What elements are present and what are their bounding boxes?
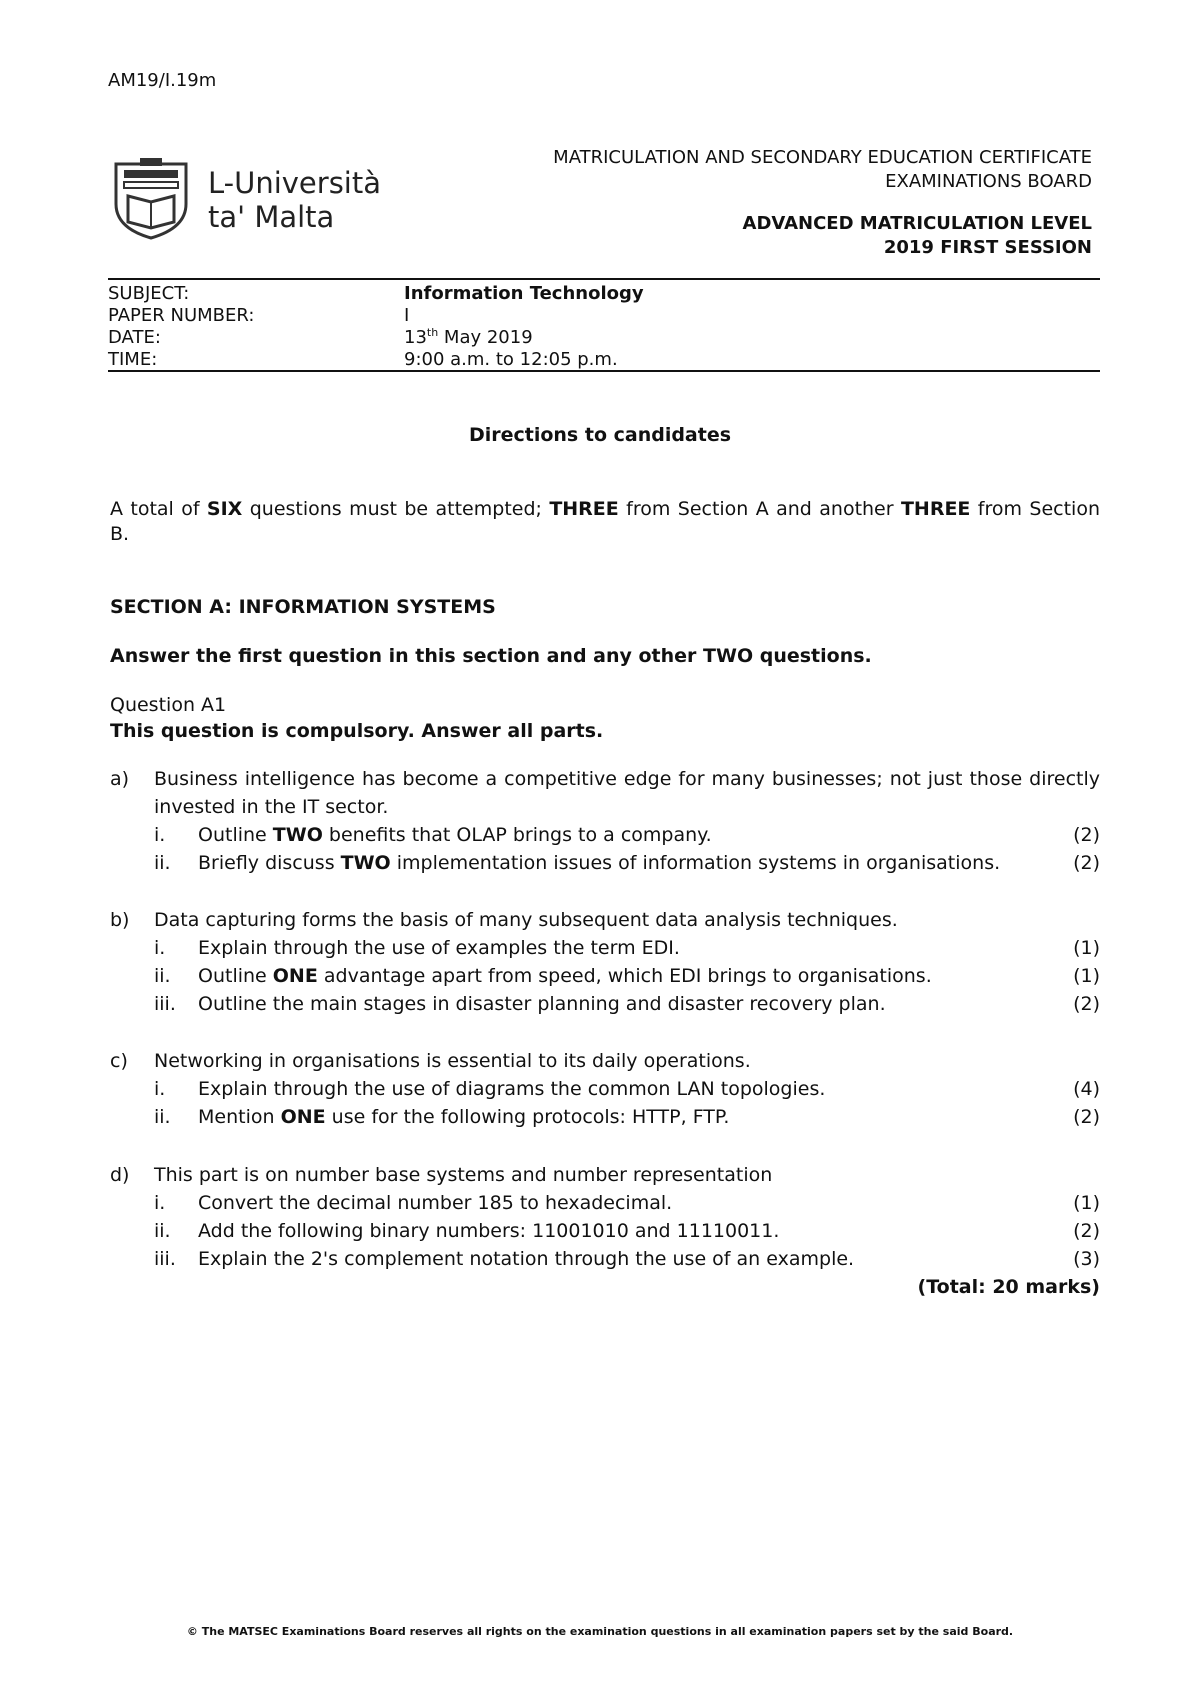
part-c-i: [154, 1075, 1100, 1103]
part-b-i-marks: (1): [1073, 937, 1100, 959]
part-d-label: d): [110, 1164, 130, 1186]
part-a-i-pre: Outline: [198, 824, 273, 846]
part-a-ii-number: ii.: [154, 852, 171, 874]
part-d-iii-marks: (3): [1073, 1248, 1100, 1270]
part-c-i-number: i.: [154, 1078, 166, 1100]
time-value: 9:00 a.m. to 12:05 p.m.: [404, 349, 618, 370]
part-a-i: [154, 821, 1100, 849]
part-d-iii-text: Explain the 2's complement notation through the use of an example.: [198, 1248, 855, 1270]
part-b-ii-text: [198, 962, 1060, 990]
part-b-iii: [154, 990, 1100, 1018]
part-d-i-number: i.: [154, 1192, 166, 1214]
subject-label: SUBJECT:: [108, 283, 190, 304]
level-line2: 2019 FIRST SESSION: [883, 237, 1092, 258]
intro-part2: questions must be attempted;: [242, 498, 550, 520]
part-d-iii-number: iii.: [154, 1248, 176, 1270]
part-a-i-bold: TWO: [272, 824, 323, 846]
part-b-label: b): [110, 909, 130, 931]
date-rest: May 2019: [438, 327, 533, 348]
part-c-i-marks: (4): [1073, 1078, 1100, 1100]
part-b-i: [154, 934, 1100, 962]
question-label: Question A1: [110, 694, 227, 716]
part-a-ii-post: implementation issues of information systems in organisations.: [390, 852, 1001, 874]
part-a-label: a): [110, 768, 130, 790]
part-a-ii-pre: Briefly discuss: [198, 852, 341, 874]
date-value: [404, 327, 533, 349]
date-row: [108, 327, 1100, 349]
part-d: [110, 1161, 1100, 1273]
part-b-ii-bold: ONE: [272, 965, 318, 987]
intro-part1: A total of: [110, 498, 207, 520]
part-b-iii-marks: (2): [1073, 993, 1100, 1015]
part-a-i-post: benefits that OLAP brings to a company.: [322, 824, 712, 846]
university-name: [208, 166, 381, 234]
date-day: 13: [404, 327, 427, 348]
time-row: [108, 349, 1100, 371]
bottom-divider: [108, 370, 1100, 372]
part-b-iii-number: iii.: [154, 993, 176, 1015]
paper-label: PAPER NUMBER:: [108, 305, 255, 326]
part-a-ii-bold: TWO: [340, 852, 391, 874]
total-marks: (Total: 20 marks): [917, 1276, 1100, 1298]
intro-three-1: THREE: [549, 498, 619, 520]
part-d-stem: This part is on number base systems and number representation: [154, 1164, 773, 1186]
paper-value: I: [404, 305, 410, 326]
part-d-i-text: Convert the decimal number 185 to hexadecimal.: [198, 1192, 673, 1214]
exam-level: [743, 212, 1092, 260]
part-c-i-text: Explain through the use of diagrams the common LAN topologies.: [198, 1078, 826, 1100]
part-a-i-marks: (2): [1073, 824, 1100, 846]
copyright-footer: © The MATSEC Examinations Board reserves all rights on the examination questions in all examination papers set by the said Board.: [186, 1625, 1014, 1638]
compulsory-note: This question is compulsory. Answer all parts.: [110, 720, 604, 742]
part-a-i-number: i.: [154, 824, 166, 846]
part-b-i-text: Explain through the use of examples the term EDI.: [198, 937, 680, 959]
part-b: [110, 906, 1100, 1018]
part-d-iii: [154, 1245, 1100, 1273]
part-c-ii-bold: ONE: [280, 1106, 326, 1128]
board-line2: EXAMINATIONS BOARD: [885, 171, 1092, 192]
part-d-ii: [154, 1217, 1100, 1245]
directions-text: [110, 497, 1100, 547]
part-b-i-number: i.: [154, 937, 166, 959]
paper-row: [108, 305, 1100, 327]
part-d-ii-marks: (2): [1073, 1220, 1100, 1242]
part-c-ii-text: [198, 1103, 1060, 1131]
intro-three-2: THREE: [900, 498, 971, 520]
part-b-ii: [154, 962, 1100, 990]
part-a-i-text: [198, 821, 1060, 849]
intro-part4: from Section B.: [110, 498, 1100, 545]
board-line1: MATRICULATION AND SECONDARY EDUCATION CERTIFICATE: [553, 147, 1092, 168]
part-a-stem: Business intelligence has become a competitive edge for many businesses; not just those directly invested in the IT sector.: [154, 768, 1100, 818]
top-divider: [108, 278, 1100, 280]
time-label: TIME:: [108, 349, 158, 370]
subject-value: Information Technology: [404, 283, 644, 304]
paper-code: AM19/I.19m: [108, 70, 217, 91]
section-a-title: SECTION A: INFORMATION SYSTEMS: [110, 596, 496, 618]
date-label: DATE:: [108, 327, 161, 348]
part-d-i: [154, 1189, 1100, 1217]
intro-six: SIX: [206, 498, 243, 520]
part-b-ii-pre: Outline: [198, 965, 273, 987]
part-a-ii-text: [198, 849, 1060, 877]
university-name-line1: L-Università: [208, 166, 382, 200]
part-a-ii-marks: (2): [1073, 852, 1100, 874]
part-c-ii-pre: Mention: [198, 1106, 281, 1128]
part-b-ii-post: advantage apart from speed, which EDI brings to organisations.: [317, 965, 932, 987]
part-b-stem: Data capturing forms the basis of many subsequent data analysis techniques.: [154, 909, 898, 931]
part-c-ii-post: use for the following protocols: HTTP, FTP.: [325, 1106, 730, 1128]
intro-part3: from Section A and another: [618, 498, 901, 520]
directions-title: Directions to candidates: [468, 424, 732, 446]
university-crest-icon: [110, 156, 192, 242]
part-c-stem: Networking in organisations is essential to its daily operations.: [154, 1050, 751, 1072]
university-name-line2: ta' Malta: [208, 200, 335, 234]
part-c-ii-marks: (2): [1073, 1106, 1100, 1128]
part-d-i-marks: (1): [1073, 1192, 1100, 1214]
date-suffix: th: [426, 326, 439, 339]
part-c-ii: [154, 1103, 1100, 1131]
part-a-ii: [154, 849, 1100, 877]
part-a: [110, 765, 1100, 877]
part-c-label: c): [110, 1050, 128, 1072]
part-d-ii-number: ii.: [154, 1220, 171, 1242]
part-d-ii-text: Add the following binary numbers: 11001010 and 11110011.: [198, 1220, 780, 1242]
section-a-instruction: Answer the first question in this section and any other TWO questions.: [110, 645, 872, 667]
part-b-ii-marks: (1): [1073, 965, 1100, 987]
part-c: [110, 1047, 1100, 1131]
board-name: [553, 146, 1092, 194]
level-line1: ADVANCED MATRICULATION LEVEL: [742, 213, 1092, 234]
exam-details: [108, 283, 1100, 371]
part-b-ii-number: ii.: [154, 965, 171, 987]
part-c-ii-number: ii.: [154, 1106, 171, 1128]
subject-row: [108, 283, 1100, 305]
part-b-iii-text: Outline the main stages in disaster planning and disaster recovery plan.: [198, 993, 886, 1015]
